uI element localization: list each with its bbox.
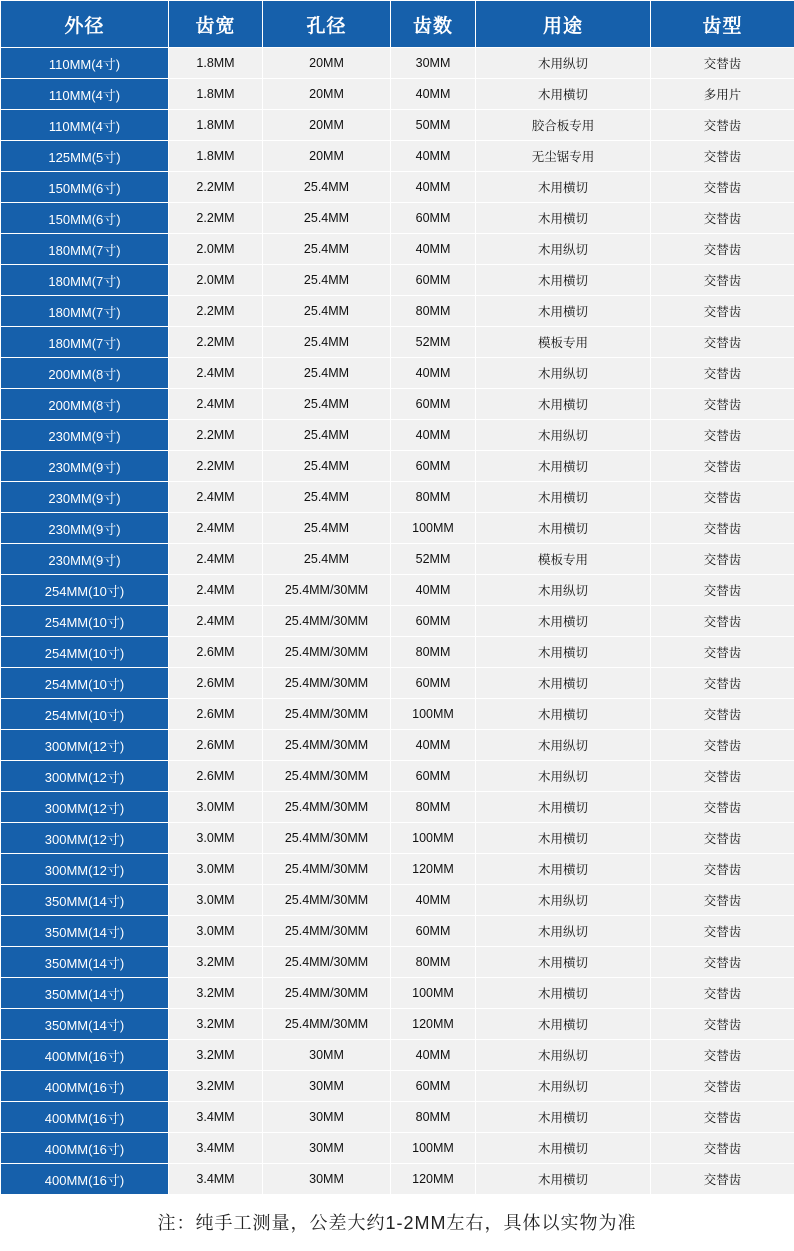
cell-outer-diameter: 400MM(16寸) — [1, 1133, 169, 1164]
cell-tooth-width: 2.2MM — [169, 420, 263, 451]
cell-tooth-type: 交替齿 — [651, 885, 794, 916]
cell-bore-diameter: 20MM — [263, 79, 391, 110]
cell-outer-diameter: 180MM(7寸) — [1, 234, 169, 265]
table-row — [1, 606, 794, 637]
table-row — [1, 947, 794, 978]
cell-tooth-count: 60MM — [391, 451, 476, 482]
cell-tooth-type: 交替齿 — [651, 699, 794, 730]
cell-tooth-type: 交替齿 — [651, 823, 794, 854]
cell-tooth-count: 40MM — [391, 358, 476, 389]
cell-usage: 木用横切 — [476, 203, 651, 234]
table-row — [1, 1009, 794, 1040]
table-row — [1, 358, 794, 389]
table-row — [1, 699, 794, 730]
cell-tooth-type: 交替齿 — [651, 730, 794, 761]
cell-usage: 木用横切 — [476, 978, 651, 1009]
table-row — [1, 1040, 794, 1071]
cell-bore-diameter: 25.4MM — [263, 420, 391, 451]
column-header-usage: 用途 — [476, 1, 651, 48]
cell-tooth-type: 交替齿 — [651, 141, 794, 172]
cell-tooth-width: 2.2MM — [169, 327, 263, 358]
cell-tooth-count: 60MM — [391, 265, 476, 296]
cell-tooth-width: 3.2MM — [169, 1071, 263, 1102]
cell-outer-diameter: 180MM(7寸) — [1, 265, 169, 296]
cell-tooth-type: 交替齿 — [651, 637, 794, 668]
table-row — [1, 1133, 794, 1164]
cell-tooth-count: 60MM — [391, 606, 476, 637]
cell-outer-diameter: 350MM(14寸) — [1, 978, 169, 1009]
table-row — [1, 48, 794, 79]
cell-outer-diameter: 400MM(16寸) — [1, 1164, 169, 1195]
cell-tooth-count: 40MM — [391, 420, 476, 451]
cell-usage: 木用横切 — [476, 823, 651, 854]
table-row — [1, 513, 794, 544]
cell-tooth-width: 2.2MM — [169, 203, 263, 234]
cell-usage: 无尘锯专用 — [476, 141, 651, 172]
table-row — [1, 1102, 794, 1133]
cell-tooth-width: 3.2MM — [169, 978, 263, 1009]
cell-tooth-width: 3.0MM — [169, 792, 263, 823]
cell-usage: 木用横切 — [476, 1133, 651, 1164]
cell-bore-diameter: 20MM — [263, 48, 391, 79]
cell-tooth-type: 交替齿 — [651, 358, 794, 389]
table-row — [1, 389, 794, 420]
cell-tooth-type: 交替齿 — [651, 1071, 794, 1102]
cell-usage: 木用纵切 — [476, 575, 651, 606]
cell-tooth-type: 交替齿 — [651, 48, 794, 79]
cell-outer-diameter: 350MM(14寸) — [1, 885, 169, 916]
cell-bore-diameter: 25.4MM — [263, 358, 391, 389]
table-row — [1, 327, 794, 358]
cell-outer-diameter: 350MM(14寸) — [1, 947, 169, 978]
cell-bore-diameter: 25.4MM/30MM — [263, 854, 391, 885]
cell-tooth-type: 交替齿 — [651, 234, 794, 265]
cell-tooth-count: 40MM — [391, 141, 476, 172]
cell-bore-diameter: 25.4MM/30MM — [263, 761, 391, 792]
cell-usage: 木用纵切 — [476, 234, 651, 265]
table-row — [1, 203, 794, 234]
cell-tooth-type: 交替齿 — [651, 575, 794, 606]
cell-tooth-type: 交替齿 — [651, 327, 794, 358]
cell-tooth-count: 120MM — [391, 1164, 476, 1195]
cell-bore-diameter: 30MM — [263, 1133, 391, 1164]
cell-tooth-width: 2.0MM — [169, 234, 263, 265]
cell-outer-diameter: 110MM(4寸) — [1, 79, 169, 110]
table-row — [1, 730, 794, 761]
cell-outer-diameter: 110MM(4寸) — [1, 110, 169, 141]
table-row — [1, 916, 794, 947]
cell-tooth-count: 60MM — [391, 389, 476, 420]
cell-tooth-type: 交替齿 — [651, 1133, 794, 1164]
cell-usage: 木用横切 — [476, 699, 651, 730]
cell-tooth-width: 2.6MM — [169, 637, 263, 668]
cell-tooth-width: 3.2MM — [169, 1009, 263, 1040]
table-row — [1, 792, 794, 823]
cell-bore-diameter: 25.4MM — [263, 482, 391, 513]
cell-usage: 木用横切 — [476, 265, 651, 296]
cell-tooth-width: 3.2MM — [169, 947, 263, 978]
cell-tooth-width: 2.2MM — [169, 172, 263, 203]
cell-tooth-type: 交替齿 — [651, 544, 794, 575]
table-row — [1, 823, 794, 854]
cell-tooth-type: 交替齿 — [651, 668, 794, 699]
cell-tooth-width: 2.4MM — [169, 575, 263, 606]
cell-tooth-count: 40MM — [391, 885, 476, 916]
table-row — [1, 1071, 794, 1102]
cell-tooth-count: 40MM — [391, 730, 476, 761]
cell-tooth-type: 交替齿 — [651, 296, 794, 327]
cell-tooth-width: 3.0MM — [169, 854, 263, 885]
cell-outer-diameter: 350MM(14寸) — [1, 916, 169, 947]
cell-outer-diameter: 110MM(4寸) — [1, 48, 169, 79]
cell-tooth-width: 2.0MM — [169, 265, 263, 296]
cell-tooth-count: 100MM — [391, 513, 476, 544]
cell-bore-diameter: 25.4MM/30MM — [263, 575, 391, 606]
cell-tooth-count: 80MM — [391, 947, 476, 978]
table-row — [1, 110, 794, 141]
table-row — [1, 172, 794, 203]
cell-outer-diameter: 350MM(14寸) — [1, 1009, 169, 1040]
cell-tooth-count: 40MM — [391, 172, 476, 203]
cell-tooth-count: 40MM — [391, 234, 476, 265]
cell-usage: 木用纵切 — [476, 916, 651, 947]
cell-outer-diameter: 400MM(16寸) — [1, 1071, 169, 1102]
cell-usage: 木用横切 — [476, 513, 651, 544]
cell-tooth-count: 60MM — [391, 761, 476, 792]
table-row — [1, 637, 794, 668]
cell-usage: 木用纵切 — [476, 48, 651, 79]
cell-outer-diameter: 254MM(10寸) — [1, 699, 169, 730]
cell-tooth-count: 80MM — [391, 296, 476, 327]
cell-tooth-width: 2.6MM — [169, 668, 263, 699]
cell-outer-diameter: 300MM(12寸) — [1, 761, 169, 792]
cell-tooth-type: 交替齿 — [651, 1040, 794, 1071]
cell-usage: 木用纵切 — [476, 1040, 651, 1071]
cell-usage: 木用纵切 — [476, 730, 651, 761]
cell-tooth-count: 50MM — [391, 110, 476, 141]
table-row — [1, 544, 794, 575]
cell-tooth-width: 1.8MM — [169, 141, 263, 172]
table-row — [1, 296, 794, 327]
cell-tooth-width: 3.0MM — [169, 823, 263, 854]
cell-tooth-type: 多用片 — [651, 79, 794, 110]
cell-bore-diameter: 30MM — [263, 1071, 391, 1102]
cell-tooth-type: 交替齿 — [651, 389, 794, 420]
cell-tooth-count: 100MM — [391, 699, 476, 730]
cell-tooth-width: 2.4MM — [169, 513, 263, 544]
footnote: 注：纯手工测量，公差大约1-2MM左右，具体以实物为准 — [0, 1209, 794, 1251]
cell-outer-diameter: 125MM(5寸) — [1, 141, 169, 172]
cell-bore-diameter: 25.4MM — [263, 389, 391, 420]
cell-tooth-type: 交替齿 — [651, 172, 794, 203]
table-row — [1, 141, 794, 172]
cell-tooth-count: 100MM — [391, 978, 476, 1009]
cell-tooth-type: 交替齿 — [651, 1009, 794, 1040]
cell-tooth-type: 交替齿 — [651, 1164, 794, 1195]
cell-outer-diameter: 230MM(9寸) — [1, 544, 169, 575]
cell-bore-diameter: 25.4MM — [263, 544, 391, 575]
cell-tooth-type: 交替齿 — [651, 978, 794, 1009]
cell-tooth-count: 60MM — [391, 1071, 476, 1102]
cell-outer-diameter: 300MM(12寸) — [1, 792, 169, 823]
cell-tooth-type: 交替齿 — [651, 110, 794, 141]
cell-bore-diameter: 25.4MM/30MM — [263, 947, 391, 978]
cell-usage: 木用纵切 — [476, 358, 651, 389]
cell-usage: 木用横切 — [476, 172, 651, 203]
column-header-bore-diameter: 孔径 — [263, 1, 391, 48]
cell-tooth-width: 3.0MM — [169, 885, 263, 916]
cell-outer-diameter: 254MM(10寸) — [1, 606, 169, 637]
cell-tooth-count: 120MM — [391, 854, 476, 885]
table-body — [1, 48, 794, 1195]
cell-tooth-type: 交替齿 — [651, 420, 794, 451]
cell-usage: 胶合板专用 — [476, 110, 651, 141]
cell-tooth-width: 2.4MM — [169, 544, 263, 575]
cell-tooth-width: 2.6MM — [169, 761, 263, 792]
cell-bore-diameter: 25.4MM — [263, 172, 391, 203]
cell-tooth-type: 交替齿 — [651, 482, 794, 513]
cell-bore-diameter: 25.4MM — [263, 296, 391, 327]
cell-tooth-type: 交替齿 — [651, 513, 794, 544]
cell-outer-diameter: 254MM(10寸) — [1, 575, 169, 606]
cell-usage: 木用横切 — [476, 79, 651, 110]
cell-outer-diameter: 200MM(8寸) — [1, 389, 169, 420]
cell-bore-diameter: 25.4MM — [263, 265, 391, 296]
cell-bore-diameter: 25.4MM/30MM — [263, 668, 391, 699]
cell-usage: 木用横切 — [476, 668, 651, 699]
cell-tooth-width: 3.2MM — [169, 1040, 263, 1071]
table-row — [1, 234, 794, 265]
cell-usage: 木用纵切 — [476, 1071, 651, 1102]
cell-usage: 木用横切 — [476, 1102, 651, 1133]
cell-usage: 木用横切 — [476, 389, 651, 420]
cell-tooth-count: 80MM — [391, 1102, 476, 1133]
cell-outer-diameter: 254MM(10寸) — [1, 668, 169, 699]
cell-tooth-width: 2.6MM — [169, 730, 263, 761]
cell-usage: 木用横切 — [476, 451, 651, 482]
cell-bore-diameter: 25.4MM — [263, 234, 391, 265]
cell-bore-diameter: 25.4MM/30MM — [263, 885, 391, 916]
cell-outer-diameter: 230MM(9寸) — [1, 482, 169, 513]
cell-tooth-count: 40MM — [391, 575, 476, 606]
cell-tooth-count: 60MM — [391, 668, 476, 699]
table-row — [1, 575, 794, 606]
cell-usage: 木用横切 — [476, 482, 651, 513]
cell-bore-diameter: 25.4MM/30MM — [263, 606, 391, 637]
cell-bore-diameter: 25.4MM/30MM — [263, 916, 391, 947]
cell-tooth-type: 交替齿 — [651, 854, 794, 885]
cell-usage: 木用纵切 — [476, 761, 651, 792]
cell-outer-diameter: 400MM(16寸) — [1, 1040, 169, 1071]
cell-tooth-count: 80MM — [391, 637, 476, 668]
cell-tooth-width: 2.4MM — [169, 389, 263, 420]
cell-bore-diameter: 25.4MM/30MM — [263, 699, 391, 730]
cell-bore-diameter: 25.4MM/30MM — [263, 792, 391, 823]
cell-tooth-width: 2.4MM — [169, 482, 263, 513]
cell-usage: 模板专用 — [476, 544, 651, 575]
cell-outer-diameter: 230MM(9寸) — [1, 420, 169, 451]
table-header — [1, 1, 794, 48]
cell-bore-diameter: 30MM — [263, 1164, 391, 1195]
cell-tooth-type: 交替齿 — [651, 203, 794, 234]
cell-outer-diameter: 300MM(12寸) — [1, 823, 169, 854]
cell-tooth-count: 80MM — [391, 482, 476, 513]
cell-outer-diameter: 180MM(7寸) — [1, 327, 169, 358]
table-row — [1, 761, 794, 792]
cell-tooth-width: 2.2MM — [169, 451, 263, 482]
cell-tooth-width: 3.4MM — [169, 1102, 263, 1133]
cell-usage: 木用横切 — [476, 792, 651, 823]
cell-bore-diameter: 25.4MM — [263, 513, 391, 544]
cell-tooth-width: 1.8MM — [169, 48, 263, 79]
table-row — [1, 668, 794, 699]
cell-tooth-type: 交替齿 — [651, 761, 794, 792]
table-row — [1, 482, 794, 513]
table-row — [1, 1164, 794, 1195]
table-row — [1, 265, 794, 296]
cell-bore-diameter: 25.4MM/30MM — [263, 1009, 391, 1040]
table-row — [1, 79, 794, 110]
cell-tooth-count: 60MM — [391, 203, 476, 234]
cell-usage: 木用横切 — [476, 637, 651, 668]
cell-usage: 木用横切 — [476, 854, 651, 885]
cell-tooth-type: 交替齿 — [651, 947, 794, 978]
cell-bore-diameter: 25.4MM — [263, 327, 391, 358]
cell-tooth-type: 交替齿 — [651, 916, 794, 947]
cell-tooth-width: 3.4MM — [169, 1133, 263, 1164]
cell-tooth-type: 交替齿 — [651, 451, 794, 482]
cell-outer-diameter: 300MM(12寸) — [1, 730, 169, 761]
cell-tooth-type: 交替齿 — [651, 606, 794, 637]
cell-usage: 木用横切 — [476, 296, 651, 327]
cell-tooth-width: 3.4MM — [169, 1164, 263, 1195]
cell-tooth-width: 2.6MM — [169, 699, 263, 730]
cell-tooth-width: 1.8MM — [169, 110, 263, 141]
table-row — [1, 885, 794, 916]
cell-tooth-count: 100MM — [391, 823, 476, 854]
cell-tooth-width: 2.4MM — [169, 358, 263, 389]
cell-bore-diameter: 30MM — [263, 1102, 391, 1133]
table-row — [1, 978, 794, 1009]
cell-tooth-count: 100MM — [391, 1133, 476, 1164]
table-row — [1, 854, 794, 885]
cell-tooth-width: 1.8MM — [169, 79, 263, 110]
cell-tooth-count: 52MM — [391, 327, 476, 358]
cell-tooth-count: 120MM — [391, 1009, 476, 1040]
header-row — [1, 1, 794, 48]
cell-outer-diameter: 200MM(8寸) — [1, 358, 169, 389]
column-header-tooth-count: 齿数 — [391, 1, 476, 48]
cell-tooth-type: 交替齿 — [651, 265, 794, 296]
column-header-outer-diameter: 外径 — [1, 1, 169, 48]
table-row — [1, 451, 794, 482]
cell-outer-diameter: 150MM(6寸) — [1, 203, 169, 234]
cell-outer-diameter: 254MM(10寸) — [1, 637, 169, 668]
cell-usage: 木用横切 — [476, 1164, 651, 1195]
column-header-tooth-type: 齿型 — [651, 1, 794, 48]
cell-tooth-width: 2.2MM — [169, 296, 263, 327]
cell-bore-diameter: 25.4MM — [263, 203, 391, 234]
cell-bore-diameter: 25.4MM/30MM — [263, 730, 391, 761]
cell-tooth-count: 30MM — [391, 48, 476, 79]
cell-usage: 木用横切 — [476, 606, 651, 637]
cell-outer-diameter: 230MM(9寸) — [1, 451, 169, 482]
cell-tooth-count: 40MM — [391, 79, 476, 110]
cell-bore-diameter: 25.4MM — [263, 451, 391, 482]
cell-bore-diameter: 20MM — [263, 141, 391, 172]
table-row — [1, 420, 794, 451]
cell-outer-diameter: 150MM(6寸) — [1, 172, 169, 203]
cell-tooth-width: 2.4MM — [169, 606, 263, 637]
cell-tooth-count: 80MM — [391, 792, 476, 823]
cell-outer-diameter: 180MM(7寸) — [1, 296, 169, 327]
cell-tooth-count: 40MM — [391, 1040, 476, 1071]
cell-bore-diameter: 25.4MM/30MM — [263, 637, 391, 668]
cell-bore-diameter: 20MM — [263, 110, 391, 141]
cell-outer-diameter: 400MM(16寸) — [1, 1102, 169, 1133]
cell-usage: 模板专用 — [476, 327, 651, 358]
cell-tooth-width: 3.0MM — [169, 916, 263, 947]
cell-tooth-type: 交替齿 — [651, 792, 794, 823]
cell-usage: 木用横切 — [476, 947, 651, 978]
cell-usage: 木用纵切 — [476, 885, 651, 916]
cell-usage: 木用纵切 — [476, 420, 651, 451]
cell-usage: 木用横切 — [476, 1009, 651, 1040]
cell-bore-diameter: 25.4MM/30MM — [263, 823, 391, 854]
cell-bore-diameter: 25.4MM/30MM — [263, 978, 391, 1009]
cell-outer-diameter: 300MM(12寸) — [1, 854, 169, 885]
cell-bore-diameter: 30MM — [263, 1040, 391, 1071]
cell-tooth-type: 交替齿 — [651, 1102, 794, 1133]
cell-outer-diameter: 230MM(9寸) — [1, 513, 169, 544]
cell-tooth-count: 52MM — [391, 544, 476, 575]
cell-tooth-count: 60MM — [391, 916, 476, 947]
column-header-tooth-width: 齿宽 — [169, 1, 263, 48]
